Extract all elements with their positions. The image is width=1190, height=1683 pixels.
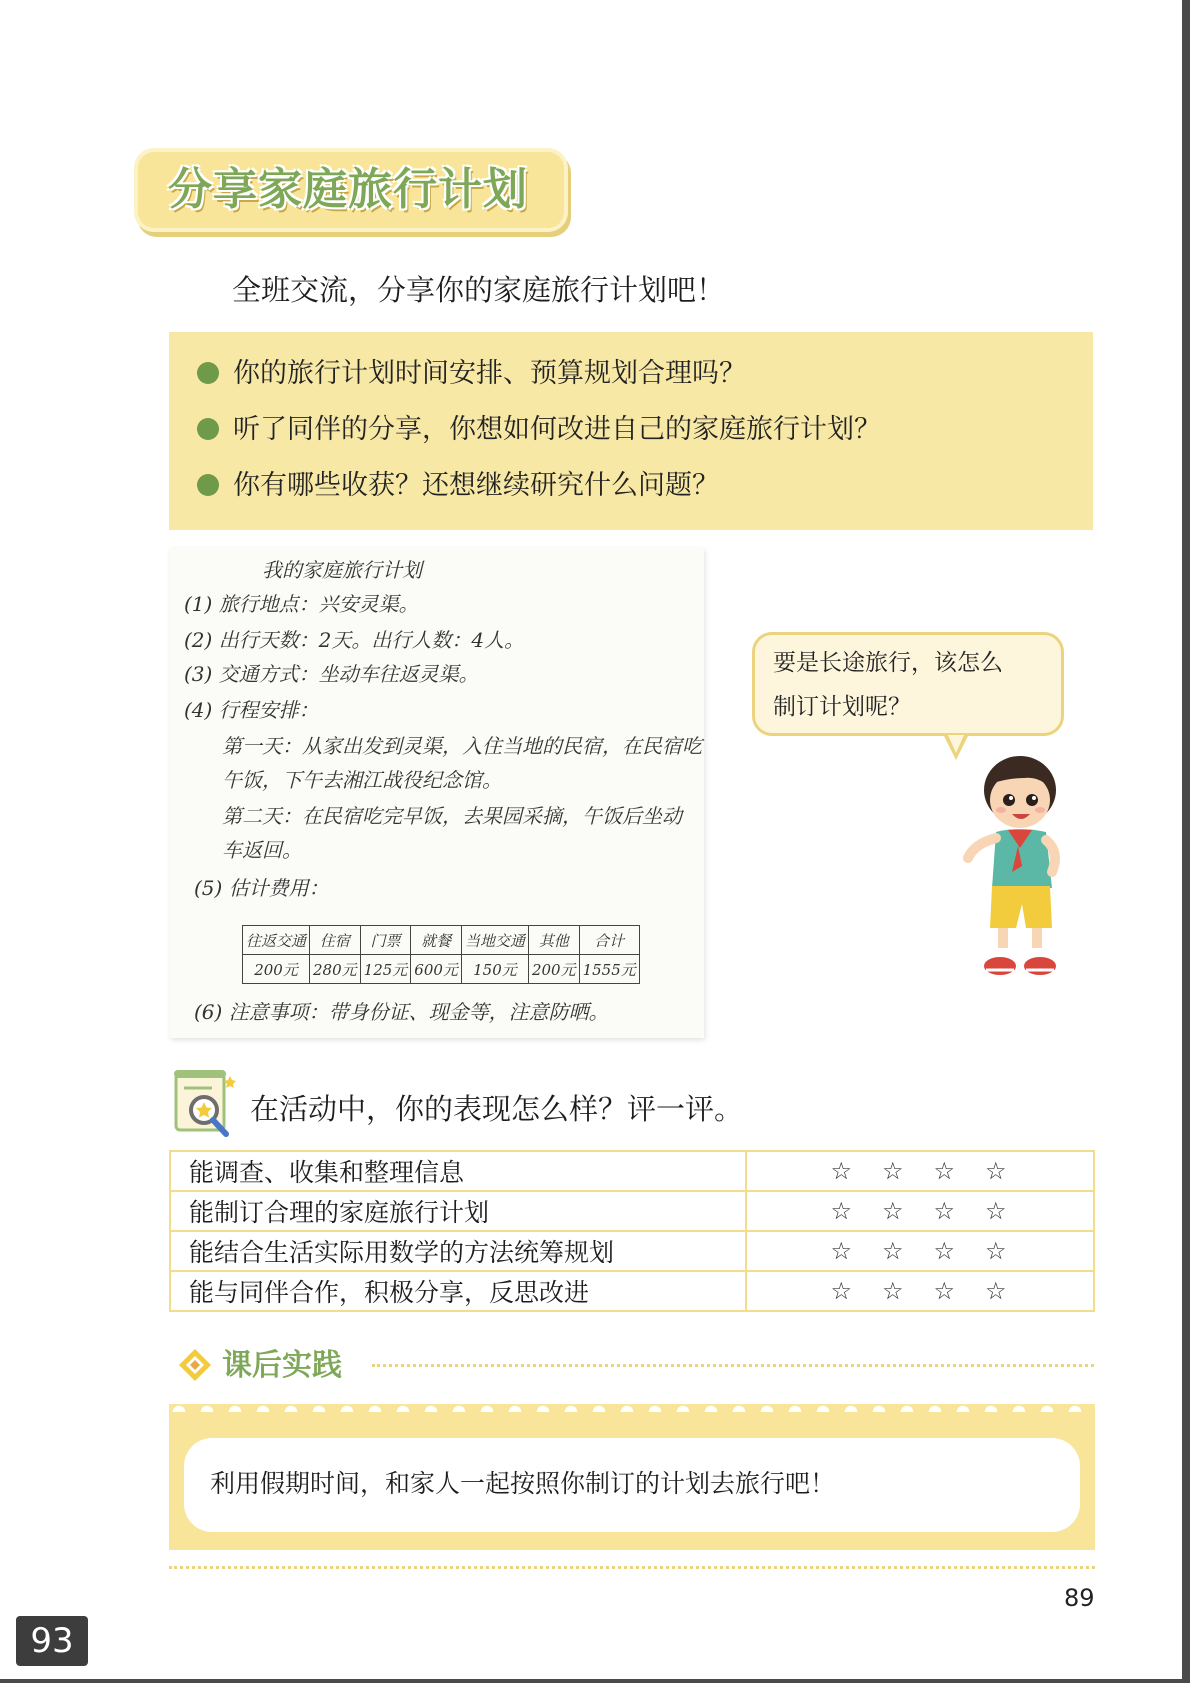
speech-bubble [752,632,1064,736]
cost-table [242,925,640,984]
plan-line: (5) 估计费用： [194,876,329,900]
table-row [170,1231,1094,1271]
section-title: 分享家庭旅行计划 [168,164,528,215]
green-dot-icon [197,474,219,496]
boy-illustration [960,748,1090,982]
question-text: 你有哪些收获？还想继续研究什么问题？ [233,470,719,501]
cost-value: 280元 [310,955,361,984]
page-edge-bottom [0,1679,1190,1683]
evaluation-heading: 在活动中，你的表现怎么样？评一评。 [250,1092,744,1126]
cost-value: 200元 [528,955,579,984]
table-row [170,1151,1094,1191]
plan-line: (6) 注意事项：带身份证、现金等，注意防晒。 [194,1000,609,1024]
cost-table-header-row [243,926,640,955]
cost-header: 门票 [360,926,411,955]
plan-line: 午饭，下午去湘江战役纪念馆。 [222,768,502,792]
plan-line: 第一天：从家出发到灵渠，入住当地的民宿，在民宿吃 [222,734,702,758]
cost-table-value-row [243,955,640,984]
cost-value: 1555元 [579,955,639,984]
cost-value: 600元 [411,955,462,984]
cost-header: 合计 [579,926,639,955]
evaluation-table [169,1150,1095,1312]
table-row [170,1191,1094,1231]
question-item [197,466,719,506]
cost-header: 当地交通 [461,926,528,955]
plan-line: (2) 出行天数：2天。出行人数：4人。 [184,628,525,652]
cost-header: 就餐 [411,926,462,955]
practice-panel-scallop [169,1398,1095,1412]
practice-text: 利用假期时间，和家人一起按照你制订的计划去旅行吧！ [210,1469,836,1498]
cost-value: 125元 [360,955,411,984]
green-dot-icon [197,362,219,384]
cost-header: 住宿 [310,926,361,955]
star-rating[interactable]: ☆☆☆☆ [746,1271,1094,1311]
evaluation-criterion: 能调查、收集和整理信息 [170,1151,746,1191]
intro-text: 全班交流，分享你的家庭旅行计划吧！ [232,273,726,307]
plan-line: 第二天：在民宿吃完早饭，去果园采摘，午饭后坐动 [222,804,682,828]
dotted-divider [372,1364,1094,1367]
diamond-arrow-icon [176,1346,214,1384]
dotted-divider-bottom [169,1566,1095,1569]
question-item [197,354,746,394]
cost-header: 往返交通 [243,926,310,955]
star-rating[interactable]: ☆☆☆☆ [746,1231,1094,1271]
evaluation-criterion: 能结合生活实际用数学的方法统筹规划 [170,1231,746,1271]
cost-value: 200元 [243,955,310,984]
plan-line: 车返回。 [222,838,302,862]
question-text: 听了同伴的分享，你想如何改进自己的家庭旅行计划？ [233,414,881,445]
corner-page-badge: 93 [16,1616,88,1666]
speech-line: 要是长途旅行，该怎么 [773,650,1003,676]
plan-line: (4) 行程安排： [184,698,319,722]
evaluation-criterion: 能制订合理的家庭旅行计划 [170,1191,746,1231]
star-rating[interactable]: ☆☆☆☆ [746,1151,1094,1191]
green-dot-icon [197,418,219,440]
question-text: 你的旅行计划时间安排、预算规划合理吗？ [233,358,746,389]
page-number: 89 [1064,1584,1095,1612]
practice-title: 课后实践 [222,1348,342,1383]
cost-header: 其他 [528,926,579,955]
travel-plan-note [170,548,704,1038]
question-item [197,410,881,450]
table-row [170,1271,1094,1311]
questions-panel [169,332,1093,530]
page-edge-right [1182,0,1190,1683]
plan-line: (3) 交通方式：坐动车往返灵渠。 [184,662,479,686]
evaluation-criterion: 能与同伴合作，积极分享，反思改进 [170,1271,746,1311]
speech-line: 制订计划呢？ [773,694,911,720]
cost-value: 150元 [461,955,528,984]
plan-title: 我的家庭旅行计划 [262,558,422,582]
plan-line: (1) 旅行地点：兴安灵渠。 [184,592,419,616]
star-rating[interactable]: ☆☆☆☆ [746,1191,1094,1231]
magnifier-scroll-icon [170,1068,242,1140]
